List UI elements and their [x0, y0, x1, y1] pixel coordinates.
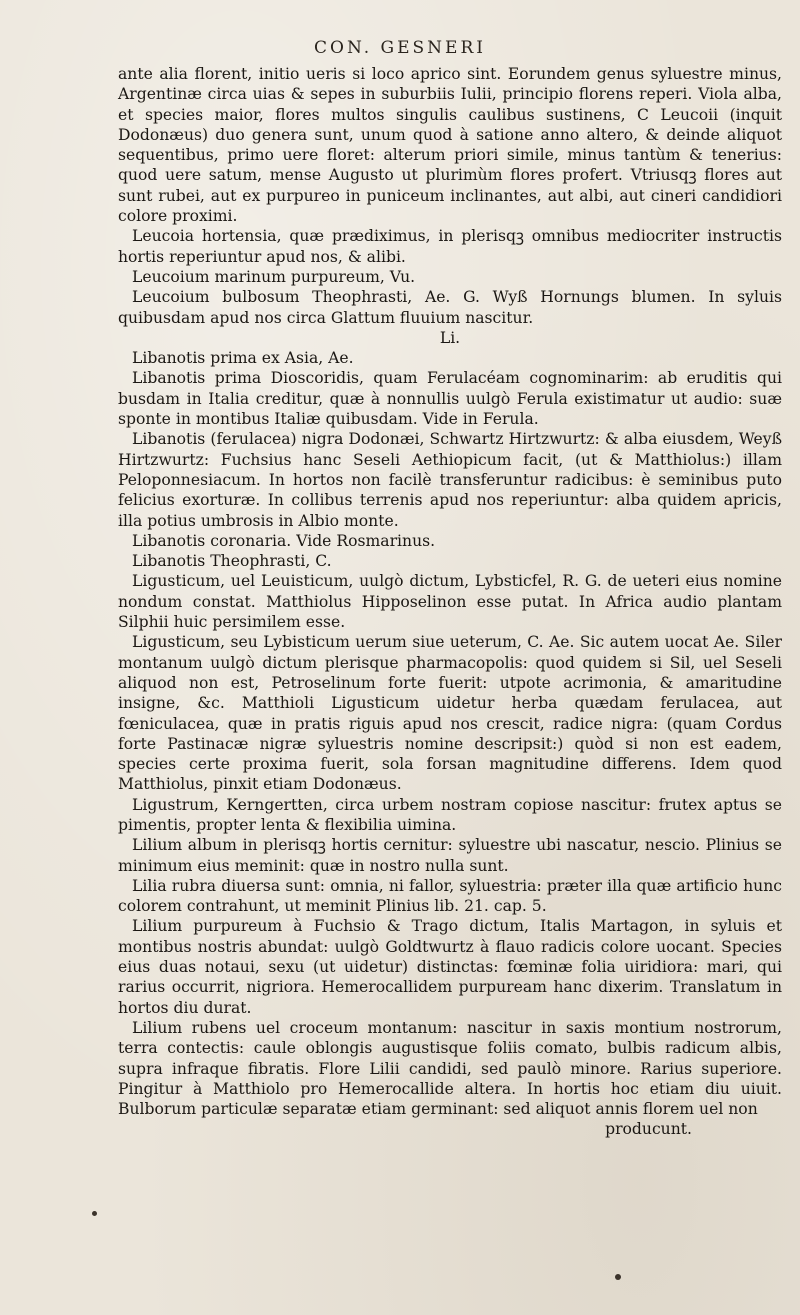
paragraph-lilium-rubens: Lilium rubens uel croceum montanum: nascitur in saxis montium nostrorum, terra contectis: caule oblongis augustisque foliis comato, bulbis radicum albis, supra infraque fibratis. Flore Lilii candidi, sed paulò minore. Rarius superiore. Pingitur à Matthiolo pro Hemerocallide altera. In hortis hoc etiam diu uiuit. Bulborum particulæ separatæ etiam germinant: sed aliquot annis florem uel non — [118, 1018, 782, 1119]
paragraph-libanotis-dioscoridis: Libanotis prima Dioscoridis, quam Ferulacéam cognominarim: ab eruditis qui busdam in Italia creditur, quæ à nonnullis uulgò Ferula existimatur ut audio: suæ sponte in montibus Italiæ quibusdam. Vide in Ferula. — [118, 369, 782, 429]
paragraph-leucoium-bulbosum: Leucoium bulbosum Theophrasti, Ae. G. Wyß Hornungs blumen. In syluis quibusdam apud nos circa Glattum fluuium nascitur. — [118, 288, 782, 327]
paragraph-lilium-purpureum: Lilium purpureum à Fuchsio & Trago dictum, Italis Martagon, in syluis et montibus nostris abundat: uulgò Goldtwurtz à flauo radicis colore uocant. Species eius duas notaui, sexu (ut uidetur) distinctas: fœminæ folia uiridiora: mari, qui rarius occurrit, nigriora. Hemerocallidem purpuream hanc dixerim. Translatum in hortos diu durat. — [118, 917, 782, 1017]
section-heading-li: Li. — [439, 328, 461, 347]
paragraph-lilium-album: Lilium album in plerisqꝫ hortis cernitur: syluestre ubi nascatur, nescio. Plinius se minimum eius meminit: quæ in nostro nulla sunt. — [118, 836, 782, 875]
body-text — [118, 64, 782, 1140]
paragraph-viola: ante alia florent, initio ueris si loco aprico sint. Eorundem genus syluestre minus, Argentinæ circa uias & sepes in suburbiis Iulii, principio florens reperi. Viola alba, et species maior, flores multos singulis caulibus sustinens, C Leucoii (inquit Dodonæus) duo genera sunt, unum quod à satione anno altero, & deinde aliquot sequentibus, primo uere floret: alterum priori simile, minus tantùm & tenerius: quod uere satum, mense Augusto ut plurimùm flores profert. Vtriusqꝫ flores aut sunt rubei, aut ex purpureo in puniceum inclinantes, aut albi, aut cineri candidiori colore proximi. — [118, 65, 782, 226]
catchword-line: producunt. — [605, 1120, 692, 1139]
paragraph-libanotis-asia: Libanotis prima ex Asia, Ae. — [132, 349, 354, 368]
paragraph-libanotis-coronaria: Libanotis coronaria. Vide Rosmarinus. — [132, 531, 436, 550]
running-head: CON. GESNERI — [314, 38, 486, 58]
paragraph-lilia-rubra: Lilia rubra diuersa sunt: omnia, ni fallor, syluestria: præter illa quæ artificio hunc colorem contrahunt, ut meminit Plinius lib. 21. cap. 5. — [118, 876, 782, 916]
ink-spot — [615, 1274, 621, 1280]
ink-spot — [92, 1211, 97, 1216]
paragraph-libanotis-nigra: Libanotis (ferulacea) nigra Dodonæi, Schwartz Hirtzwurtz: & alba eiusdem, Weyß Hirtzwurtz: Fuchsius hanc Seseli Aethiopicum facit, (ut & Matthiolus:) illam Peloponnesiacum. In hortos non facilè transferuntur radicibus: è seminibus puto felicius exorturæ. In collibus terrenis apud nos reperiuntur: alba quidem apricis, illa potius umbrosis in Albio monte. — [118, 430, 782, 530]
paragraph-leucoium-marinum: Leucoium marinum purpureum, Vu. — [132, 267, 416, 286]
paragraph-leucoia-hortensia: Leucoia hortensia, quæ prædiximus, in plerisqꝫ omnibus mediocriter instructis hortis reperiuntur apud nos, & alibi. — [118, 227, 782, 266]
paragraph-ligusticum: Ligusticum, uel Leuisticum, uulgò dictum, Lybsticfel, R. G. de ueteri eius nomine nondum constat. Matthiolus Hipposelinon esse putat. In Africa audio plantam Silphii huic persimilem esse. — [118, 572, 782, 632]
paragraph-libanotis-theophrasti: Libanotis Theophrasti, C. — [132, 552, 332, 571]
paragraph-ligustrum: Ligustrum, Kerngertten, circa urbem nostram copiose nascitur: frutex aptus se pimentis, propter lenta & flexibilia uimina. — [118, 795, 782, 834]
paragraph-ligusticum-verum: Ligusticum, seu Lybisticum uerum siue ueterum, C. Ae. Sic autem uocat Ae. Siler montanum uulgò dictum plerisque pharmacopolis: quod quidem si Sil, uel Seseli aliquod non est, Petroselinum forte fuerit: utpote acrimonia, & amaritudine insigne, &c. Matthioli Ligusticum uidetur herba quædam ferulacea, aut fœniculacea, quæ in pratis riguis apud nos crescit, radice nigra: (quam Cordus forte Pastinacæ nigræ syluestris nomine descripsit:) quòd si non est eadem, species certe proxima fuerit, sola forsan magnitudine differens. Idem quod Matthiolus, pinxit etiam Dodonæus. — [118, 633, 782, 794]
